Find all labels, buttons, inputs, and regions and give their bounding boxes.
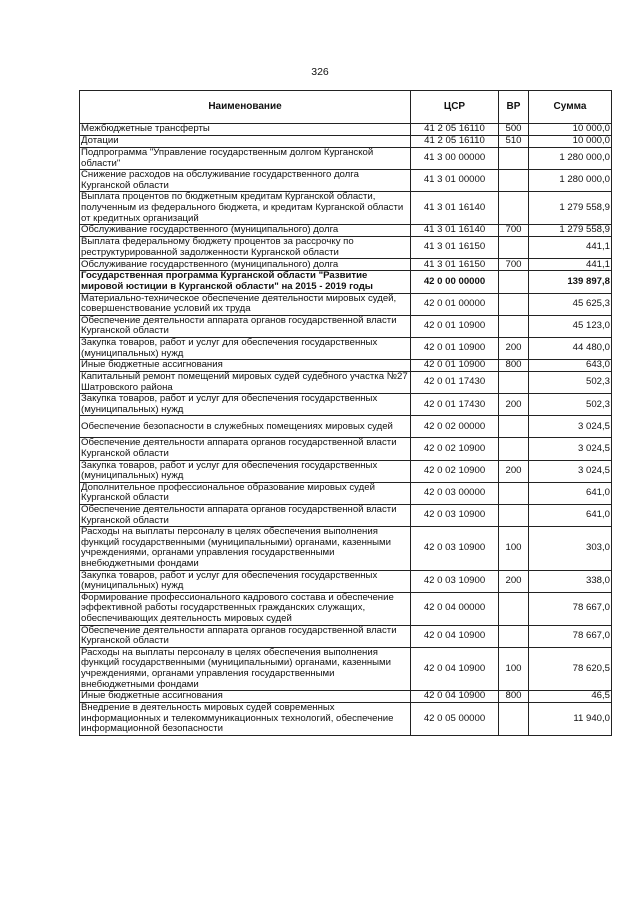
row-sum-cell: 45 123,0 [529, 315, 612, 337]
row-name-cell: Формирование профессионального кадрового состава и обеспечение эффективной работы государственных гражданских служащих, обеспечивающих деятельность мировых судей [80, 592, 411, 625]
row-name-cell: Закупка товаров, работ и услуг для обеспечения государственных (муниципальных) нужд [80, 337, 411, 359]
table-row [80, 625, 612, 647]
row-vr-cell: 200 [499, 394, 529, 416]
row-sum-cell: 44 480,0 [529, 337, 612, 359]
row-name-cell: Обслуживание государственного (муниципального) долга [80, 259, 411, 271]
row-csr-cell: 42 0 03 00000 [411, 482, 499, 504]
row-sum-cell: 3 024,5 [529, 416, 612, 438]
row-vr-cell: 800 [499, 691, 529, 703]
row-sum-cell: 78 620,5 [529, 647, 612, 690]
row-csr-cell: 41 2 05 16110 [411, 136, 499, 148]
header-csr: ЦСР [411, 91, 499, 124]
table-row [80, 505, 612, 527]
row-name-cell: Выплата процентов по бюджетным кредитам Курганской области, полученным из федерального бюджета, и кредитам Курганской области от кредитных организаций [80, 192, 411, 225]
row-name-cell: Выплата федеральному бюджету процентов за рассрочку по реструктурированной задолженности Курганской области [80, 237, 411, 259]
row-vr-cell [499, 192, 529, 225]
row-csr-cell: 41 3 01 16150 [411, 237, 499, 259]
row-vr-cell [499, 271, 529, 293]
table-header-row [80, 91, 612, 124]
row-vr-cell [499, 237, 529, 259]
row-vr-cell: 700 [499, 259, 529, 271]
table-row [80, 527, 612, 570]
row-name-cell: Обеспечение деятельности аппарата органов государственной власти Курганской области [80, 438, 411, 460]
row-vr-cell: 200 [499, 460, 529, 482]
row-sum-cell: 1 280 000,0 [529, 170, 612, 192]
row-csr-cell: 42 0 01 10900 [411, 337, 499, 359]
row-name-cell: Государственная программа Курганской области "Развитие мировой юстиции в Курганской области" на 2015 - 2019 годы [80, 271, 411, 293]
table-row [80, 271, 612, 293]
table-row [80, 647, 612, 690]
row-name-cell: Межбюджетные трансферты [80, 124, 411, 136]
table-row [80, 438, 612, 460]
row-sum-cell: 78 667,0 [529, 592, 612, 625]
row-vr-cell [499, 482, 529, 504]
row-name-cell: Закупка товаров, работ и услуг для обеспечения государственных (муниципальных) нужд [80, 394, 411, 416]
row-name-cell: Подпрограмма "Управление государственным долгом Курганской области" [80, 148, 411, 170]
table-body [80, 124, 612, 736]
row-name-cell: Обеспечение деятельности аппарата органов государственной власти Курганской области [80, 625, 411, 647]
row-sum-cell: 441,1 [529, 259, 612, 271]
row-csr-cell: 41 3 01 16140 [411, 225, 499, 237]
row-name-cell: Обеспечение безопасности в служебных помещениях мировых судей [80, 416, 411, 438]
row-vr-cell: 700 [499, 225, 529, 237]
row-sum-cell: 1 279 558,9 [529, 225, 612, 237]
table-row [80, 691, 612, 703]
row-sum-cell: 303,0 [529, 527, 612, 570]
row-sum-cell: 502,3 [529, 394, 612, 416]
table-row [80, 170, 612, 192]
row-csr-cell: 42 0 01 17430 [411, 394, 499, 416]
table-row [80, 293, 612, 315]
row-name-cell: Дополнительное профессиональное образование мировых судей Курганской области [80, 482, 411, 504]
table-row [80, 124, 612, 136]
table-row [80, 148, 612, 170]
row-csr-cell: 42 0 01 10900 [411, 360, 499, 372]
page-number: 326 [311, 66, 329, 78]
row-csr-cell: 42 0 02 10900 [411, 438, 499, 460]
row-vr-cell [499, 315, 529, 337]
row-sum-cell: 1 280 000,0 [529, 148, 612, 170]
row-vr-cell [499, 703, 529, 736]
header-sum: Сумма [529, 91, 612, 124]
row-csr-cell: 41 3 01 00000 [411, 170, 499, 192]
row-sum-cell: 3 024,5 [529, 438, 612, 460]
row-sum-cell: 10 000,0 [529, 136, 612, 148]
row-vr-cell [499, 148, 529, 170]
row-csr-cell: 42 0 03 10900 [411, 570, 499, 592]
table-row [80, 192, 612, 225]
row-sum-cell: 641,0 [529, 482, 612, 504]
row-sum-cell: 502,3 [529, 372, 612, 394]
row-vr-cell [499, 416, 529, 438]
row-sum-cell: 10 000,0 [529, 124, 612, 136]
row-csr-cell: 42 0 01 00000 [411, 293, 499, 315]
table-row [80, 315, 612, 337]
row-csr-cell: 41 3 00 00000 [411, 148, 499, 170]
row-vr-cell [499, 293, 529, 315]
header-name: Наименование [80, 91, 411, 124]
row-name-cell: Снижение расходов на обслуживание государственного долга Курганской области [80, 170, 411, 192]
row-name-cell: Обеспечение деятельности аппарата органов государственной власти Курганской области [80, 315, 411, 337]
row-vr-cell [499, 505, 529, 527]
row-name-cell: Иные бюджетные ассигнования [80, 360, 411, 372]
row-name-cell: Дотации [80, 136, 411, 148]
row-vr-cell: 510 [499, 136, 529, 148]
row-csr-cell: 42 0 01 10900 [411, 315, 499, 337]
row-name-cell: Обеспечение деятельности аппарата органов государственной власти Курганской области [80, 505, 411, 527]
row-sum-cell: 45 625,3 [529, 293, 612, 315]
row-sum-cell: 338,0 [529, 570, 612, 592]
table-row [80, 259, 612, 271]
row-sum-cell: 46,5 [529, 691, 612, 703]
row-name-cell: Обслуживание государственного (муниципального) долга [80, 225, 411, 237]
row-vr-cell: 100 [499, 527, 529, 570]
row-sum-cell: 78 667,0 [529, 625, 612, 647]
row-sum-cell: 641,0 [529, 505, 612, 527]
row-csr-cell: 42 0 04 00000 [411, 592, 499, 625]
row-sum-cell: 3 024,5 [529, 460, 612, 482]
row-csr-cell: 41 2 05 16110 [411, 124, 499, 136]
row-csr-cell: 42 0 05 00000 [411, 703, 499, 736]
row-csr-cell: 42 0 02 10900 [411, 460, 499, 482]
row-vr-cell [499, 372, 529, 394]
row-csr-cell: 42 0 04 10900 [411, 691, 499, 703]
row-vr-cell [499, 625, 529, 647]
table-row [80, 703, 612, 736]
row-sum-cell: 1 279 558,9 [529, 192, 612, 225]
table-row [80, 337, 612, 359]
row-csr-cell: 41 3 01 16150 [411, 259, 499, 271]
row-sum-cell: 643,0 [529, 360, 612, 372]
row-name-cell: Материально-техническое обеспечение деятельности мировых судей, совершенствование условий их труда [80, 293, 411, 315]
row-name-cell: Расходы на выплаты персоналу в целях обеспечения выполнения функций государственными (муниципальными) органами, казенными учреждениями, органами управления государственными внебюджетными фондами [80, 527, 411, 570]
table-row [80, 592, 612, 625]
row-name-cell: Внедрение в деятельность мировых судей современных информационных и телекоммуникационных технологий, обеспечение информационной безопасности [80, 703, 411, 736]
row-vr-cell [499, 170, 529, 192]
row-vr-cell [499, 438, 529, 460]
row-csr-cell: 42 0 01 17430 [411, 372, 499, 394]
header-vr: ВР [499, 91, 529, 124]
row-vr-cell: 200 [499, 570, 529, 592]
row-csr-cell: 41 3 01 16140 [411, 192, 499, 225]
row-name-cell: Расходы на выплаты персоналу в целях обеспечения выполнения функций государственными (муниципальными) органами, казенными учреждениями, органами управления государственными внебюджетными фондами [80, 647, 411, 690]
row-vr-cell [499, 592, 529, 625]
row-sum-cell: 441,1 [529, 237, 612, 259]
row-sum-cell: 139 897,8 [529, 271, 612, 293]
table-row [80, 482, 612, 504]
table-row [80, 237, 612, 259]
row-csr-cell: 42 0 04 10900 [411, 647, 499, 690]
row-sum-cell: 11 940,0 [529, 703, 612, 736]
row-name-cell: Закупка товаров, работ и услуг для обеспечения государственных (муниципальных) нужд [80, 460, 411, 482]
row-vr-cell: 200 [499, 337, 529, 359]
row-name-cell: Капитальный ремонт помещений мировых судей судебного участка №27 Шатровского района [80, 372, 411, 394]
table-row [80, 225, 612, 237]
row-name-cell: Иные бюджетные ассигнования [80, 691, 411, 703]
table-row [80, 360, 612, 372]
row-csr-cell: 42 0 00 00000 [411, 271, 499, 293]
table-row [80, 570, 612, 592]
table-row [80, 372, 612, 394]
table-row [80, 136, 612, 148]
row-vr-cell: 500 [499, 124, 529, 136]
row-csr-cell: 42 0 04 10900 [411, 625, 499, 647]
row-name-cell: Закупка товаров, работ и услуг для обеспечения государственных (муниципальных) нужд [80, 570, 411, 592]
row-csr-cell: 42 0 02 00000 [411, 416, 499, 438]
budget-table [79, 90, 612, 736]
table-row [80, 460, 612, 482]
table-row [80, 394, 612, 416]
row-csr-cell: 42 0 03 10900 [411, 505, 499, 527]
row-csr-cell: 42 0 03 10900 [411, 527, 499, 570]
row-vr-cell: 800 [499, 360, 529, 372]
row-vr-cell: 100 [499, 647, 529, 690]
table-row [80, 416, 612, 438]
